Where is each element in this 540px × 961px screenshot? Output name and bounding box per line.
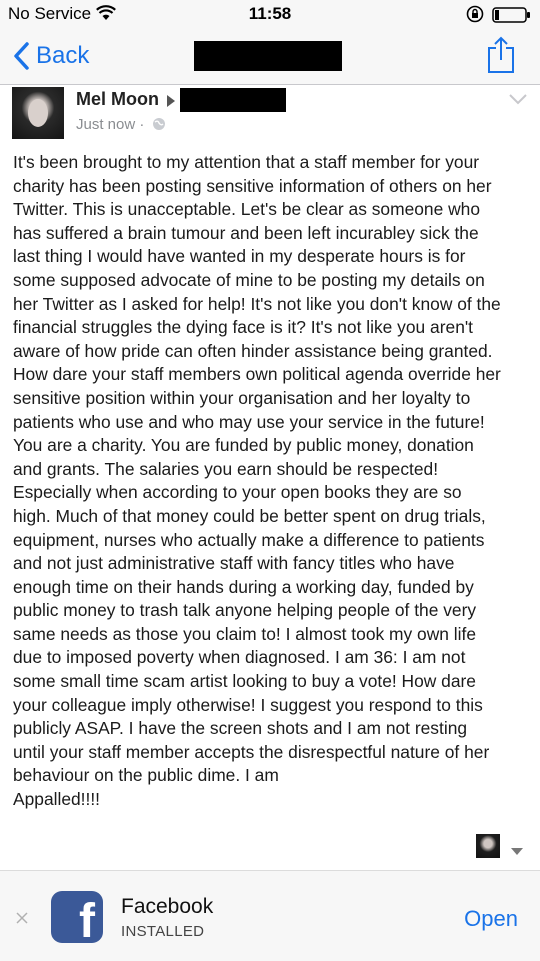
- rotation-lock-icon: [466, 5, 484, 28]
- redacted-title: [194, 41, 342, 71]
- post-footer: [0, 834, 540, 864]
- arrow-right-icon: [166, 94, 176, 112]
- battery-icon: [492, 7, 532, 28]
- caret-down-icon[interactable]: [511, 843, 523, 861]
- carrier-label: No Service: [8, 4, 92, 23]
- facebook-app-icon[interactable]: [51, 891, 103, 943]
- clock: 11:58: [248, 4, 292, 23]
- app-name: Facebook: [121, 895, 214, 918]
- commenter-avatar[interactable]: [476, 834, 500, 858]
- post-body: It's been brought to my attention that a staff member for your charity has been posting sensitive information of others on her Twitter. This is unacceptable. Let's be clear as someone who has suffered a brain tumour and been left incurabley sick the last thing I would have wanted in my desperate hours is for some supposed advocate of mine to be posting my details on her Twitter as I asked for help! It's not like you don't know of the financial struggles the dying face is it? It's not like you aren't aware of how pride can often hinder assistance being granted. How dare your staff members own political agenda override her sensitive position within your organisation and her loyalty to patients who use and who may use your service in the future! You are a charity. You are funded by public money, donation and grants. The salaries you earn should be respected! Especially when according to your open books they are so high. Much of that money could be better spent on drug trials, equipment, nurses who actually make a difference to patients and not just administrative staff with fancy titles who have enough time on their hands during a working day, funded by public money to trash talk anyone helping people of the very same needs as those you claim to! I almost took my own life due to imposed poverty when diagnosed. I am 36: I am not some small time scam artist looking to buy a vote! How dare your colleague imply otherwise! I suggest you respond to this publicly ASAP. I have the screen shots and I am not resting until your staff member accepts the disrespectful nature of her behaviour on the public dime. I am Appalled!!!!: [13, 152, 501, 810]
- avatar[interactable]: [12, 87, 64, 139]
- post-timestamp: Just now ·: [76, 116, 145, 133]
- chevron-down-icon[interactable]: [508, 92, 528, 110]
- post-header: [0, 84, 540, 140]
- back-button[interactable]: [12, 40, 89, 72]
- status-bar: [0, 0, 540, 28]
- app-banner: [0, 870, 540, 961]
- author-name[interactable]: Mel Moon: [76, 89, 159, 109]
- app-install-status: INSTALLED: [121, 923, 205, 940]
- back-label: Back: [36, 42, 90, 69]
- open-app-button[interactable]: Open: [464, 906, 518, 931]
- globe-icon: [152, 117, 166, 136]
- close-icon[interactable]: [16, 911, 28, 929]
- navigation-bar: [0, 28, 540, 85]
- chevron-left-icon: [12, 41, 30, 71]
- facebook-logo-letter: f: [79, 895, 95, 943]
- redacted-recipient: [180, 88, 286, 112]
- share-icon[interactable]: [486, 36, 516, 79]
